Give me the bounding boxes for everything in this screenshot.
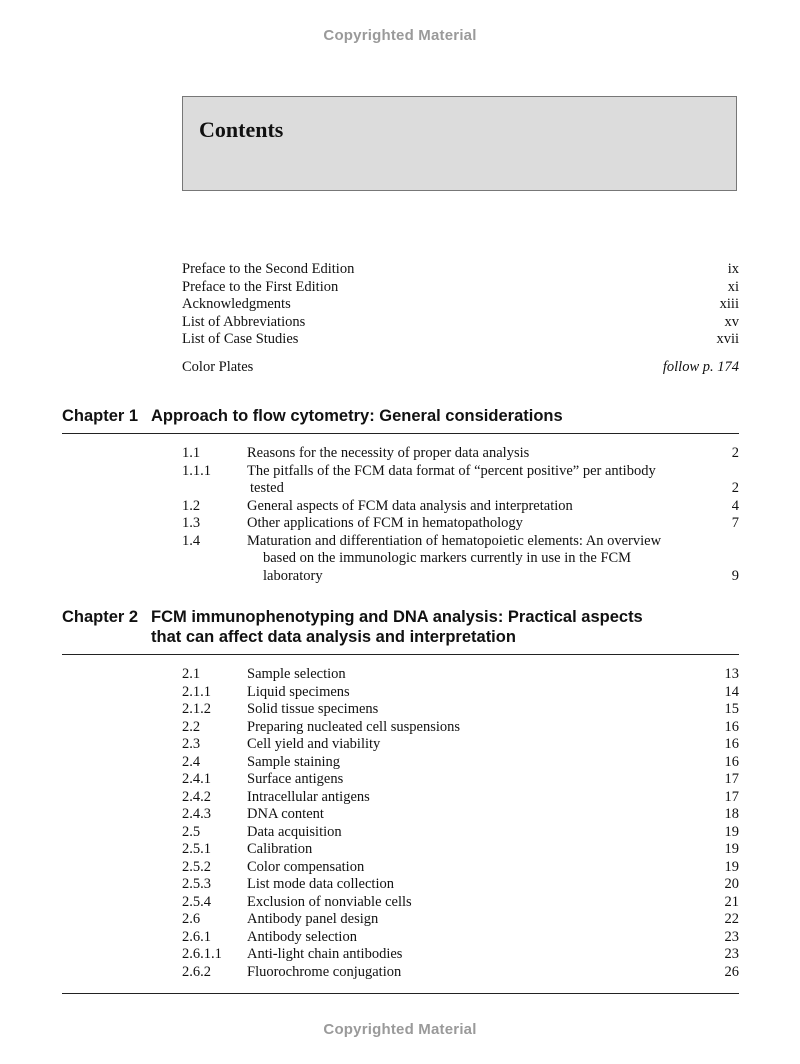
section-number: 2.1 — [182, 666, 201, 682]
section-number: 2.6.1.1 — [182, 946, 222, 962]
section-title-text: Antibody selection — [247, 928, 357, 945]
section-title — [247, 911, 699, 929]
page-number: 18 — [724, 806, 739, 822]
section-number: 1.1 — [182, 445, 201, 461]
section-title — [247, 445, 699, 463]
entry-page: xiii — [719, 296, 739, 313]
toc-entry[interactable] — [182, 533, 739, 586]
section-title-text: Fluorochrome conjugation — [247, 963, 402, 980]
section-title-continuation: tested — [250, 480, 284, 496]
section-title-text: Maturation and differentiation of hematopoietic elements: An overview — [247, 532, 662, 549]
section-number: 2.5 — [182, 823, 201, 840]
entry-title: Acknowledgments — [182, 296, 291, 313]
section-title — [247, 789, 699, 807]
toc-entry[interactable] — [182, 789, 739, 807]
section-title — [247, 859, 699, 877]
section-title-text: Solid tissue specimens — [247, 701, 379, 717]
toc-entry[interactable] — [182, 876, 739, 894]
section-title — [247, 929, 699, 947]
toc-entry[interactable] — [182, 771, 739, 789]
section-number: 2.6.2 — [182, 963, 211, 980]
front-matter-item[interactable] — [182, 261, 739, 279]
section-title — [247, 754, 699, 772]
section-number: 2.3 — [182, 736, 201, 752]
entry-title: Preface to the Second Edition — [182, 261, 355, 277]
entry-title: List of Case Studies — [182, 331, 299, 348]
watermark-top: Copyrighted Material — [323, 27, 477, 44]
page-number: 21 — [724, 893, 739, 910]
section-number: 2.5.3 — [182, 876, 211, 892]
section-title-continuation: based on the immunologic markers currently in use in the FCM — [263, 550, 632, 566]
section-number: 2.2 — [182, 718, 201, 735]
section-number: 2.1.1 — [182, 683, 211, 700]
section-title-text: Surface antigens — [247, 771, 344, 787]
toc-entry[interactable] — [182, 911, 739, 929]
entry-title: Preface to the First Edition — [182, 278, 339, 295]
section-title — [247, 824, 699, 842]
section-title — [247, 666, 699, 684]
section-title-text: Sample selection — [247, 666, 346, 682]
section-title-text: Sample staining — [247, 753, 341, 770]
section-title — [247, 806, 699, 824]
toc-entry[interactable] — [182, 964, 739, 982]
section-title — [247, 463, 699, 498]
toc-entry[interactable] — [182, 498, 739, 516]
chapter-label: Chapter 2 — [62, 608, 139, 626]
page-number: 13 — [724, 666, 739, 682]
front-matter-item[interactable] — [182, 296, 739, 314]
toc-entry[interactable] — [182, 929, 739, 947]
chapter-2-heading[interactable] — [62, 607, 739, 649]
section-number: 2.6.1 — [182, 928, 211, 945]
front-matter-item[interactable] — [182, 331, 739, 349]
page-number: 20 — [724, 876, 739, 892]
chapter-1-rule — [62, 433, 739, 434]
page-number: 23 — [724, 928, 739, 945]
chapter-2-toc — [182, 666, 739, 981]
page-title: Contents — [199, 117, 284, 142]
page-number: 14 — [724, 683, 739, 700]
page-number: 19 — [724, 858, 739, 875]
chapter-2-rule — [62, 654, 739, 655]
chapter-title-line: FCM immunophenotyping and DNA analysis: Practical aspects — [151, 608, 643, 626]
toc-entry[interactable] — [182, 666, 739, 684]
toc-entry[interactable] — [182, 701, 739, 719]
page-number: 26 — [724, 963, 739, 980]
section-title-text: Calibration — [247, 841, 313, 857]
section-title-text: Anti-light chain antibodies — [247, 946, 403, 962]
chapter-1-toc — [182, 445, 739, 585]
section-number: 1.4 — [182, 532, 201, 549]
bottom-rule — [62, 993, 739, 994]
section-title-continuation: laboratory — [263, 567, 323, 584]
entry-page: xv — [724, 313, 739, 330]
section-title — [247, 771, 699, 789]
toc-entry[interactable] — [182, 946, 739, 964]
chapter-title: Approach to flow cytometry: General considerations — [151, 407, 563, 425]
section-number: 2.6 — [182, 911, 201, 927]
page-number: 23 — [724, 946, 739, 962]
section-title — [247, 701, 699, 719]
entry-page: follow p. 174 — [662, 358, 739, 375]
entry-title: Color Plates — [182, 358, 254, 375]
toc-entry[interactable] — [182, 684, 739, 702]
toc-entry[interactable] — [182, 894, 739, 912]
section-number: 1.2 — [182, 497, 201, 514]
entry-page: ix — [727, 261, 739, 277]
section-number: 2.5.4 — [182, 893, 211, 910]
page-number: 2 — [731, 445, 739, 461]
section-number: 2.4.2 — [182, 788, 211, 805]
section-title — [247, 533, 699, 586]
page-number: 2 — [731, 480, 739, 496]
toc-entry[interactable] — [182, 736, 739, 754]
section-title-text: DNA content — [247, 806, 324, 822]
section-number: 2.4.1 — [182, 771, 211, 787]
toc-entry[interactable] — [182, 515, 739, 533]
section-title-text: Preparing nucleated cell suspensions — [247, 718, 461, 735]
section-title-text: Reasons for the necessity of proper data analysis — [247, 445, 530, 461]
section-title-text: Color compensation — [247, 858, 365, 875]
page-number: 7 — [731, 515, 739, 531]
section-title — [247, 719, 699, 737]
toc-entry[interactable] — [182, 841, 739, 859]
section-title — [247, 515, 699, 533]
watermark-bottom: Copyrighted Material — [323, 1021, 477, 1038]
section-title — [247, 876, 699, 894]
section-number: 1.3 — [182, 515, 201, 531]
page-number: 4 — [731, 497, 739, 514]
chapter-title-line: that can affect data analysis and interpretation — [151, 628, 516, 646]
toc-entry[interactable] — [182, 445, 739, 463]
section-number: 2.1.2 — [182, 701, 211, 717]
section-number: 2.5.2 — [182, 858, 211, 875]
section-title-text: Cell yield and viability — [247, 736, 381, 752]
color-plates-item[interactable] — [182, 359, 739, 377]
page-number: 16 — [724, 718, 739, 735]
section-number: 1.1.1 — [182, 462, 211, 479]
section-title-text: General aspects of FCM data analysis and interpretation — [247, 497, 573, 514]
section-title-text: Liquid specimens — [247, 683, 350, 700]
chapter-label: Chapter 1 — [62, 407, 139, 425]
chapter-title — [151, 607, 731, 647]
section-title-text: Antibody panel design — [247, 911, 379, 927]
page-number: 15 — [724, 701, 739, 717]
section-title-text: Intracellular antigens — [247, 788, 370, 805]
entry-page: xvii — [716, 331, 739, 348]
page-number: 19 — [724, 841, 739, 857]
front-matter-item[interactable] — [182, 279, 739, 297]
section-title-text: The pitfalls of the FCM data format of “percent positive” per antibody — [247, 462, 656, 479]
page-number: 22 — [724, 911, 739, 927]
section-title-text: Other applications of FCM in hematopathology — [247, 515, 523, 531]
section-number: 2.4.3 — [182, 806, 211, 822]
section-title-text: Data acquisition — [247, 823, 342, 840]
page-number: 17 — [724, 771, 739, 787]
section-title — [247, 498, 699, 516]
section-title — [247, 684, 699, 702]
section-number: 2.5.1 — [182, 841, 211, 857]
front-matter-item[interactable] — [182, 314, 739, 332]
toc-entry[interactable] — [182, 859, 739, 877]
section-title-text: Exclusion of nonviable cells — [247, 893, 412, 910]
chapter-1-heading[interactable] — [62, 406, 739, 428]
toc-entry[interactable] — [182, 719, 739, 737]
entry-page: xi — [727, 278, 739, 295]
entry-title: List of Abbreviations — [182, 313, 306, 330]
toc-entry[interactable] — [182, 754, 739, 772]
contents-header-box — [182, 96, 737, 191]
section-title — [247, 736, 699, 754]
page-number: 16 — [724, 753, 739, 770]
page-number: 17 — [724, 788, 739, 805]
page-number: 9 — [731, 567, 739, 584]
section-title — [247, 894, 699, 912]
page-number: 19 — [724, 823, 739, 840]
section-title — [247, 946, 699, 964]
section-title — [247, 964, 699, 982]
front-matter-list — [182, 261, 739, 377]
section-number: 2.4 — [182, 753, 201, 770]
toc-entry[interactable] — [182, 806, 739, 824]
section-title — [247, 841, 699, 859]
page-number: 16 — [724, 736, 739, 752]
section-title-text: List mode data collection — [247, 876, 394, 892]
toc-entry[interactable] — [182, 824, 739, 842]
toc-entry[interactable] — [182, 463, 739, 498]
